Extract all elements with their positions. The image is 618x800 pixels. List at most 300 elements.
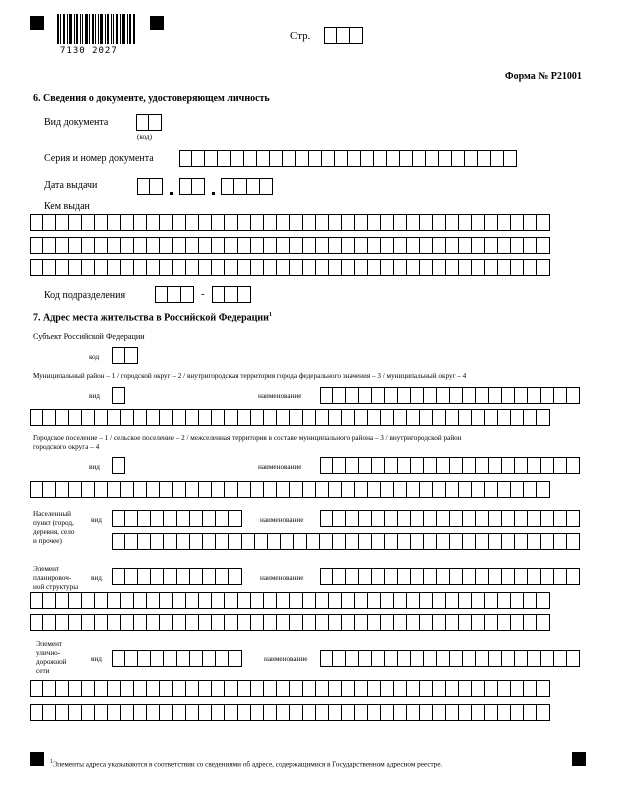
input-cell[interactable] xyxy=(95,680,108,697)
input-cell[interactable] xyxy=(112,533,125,550)
input-cell[interactable] xyxy=(372,650,385,667)
input-cell[interactable] xyxy=(398,650,411,667)
input-cell[interactable] xyxy=(498,614,511,631)
division-code-part-2[interactable] xyxy=(212,286,251,303)
input-cell[interactable] xyxy=(238,214,251,231)
input-cell[interactable] xyxy=(43,481,56,498)
input-cell[interactable] xyxy=(361,150,374,167)
settlement-name-row-1[interactable] xyxy=(320,457,580,474)
input-cell[interactable] xyxy=(433,592,446,609)
input-cell[interactable] xyxy=(43,592,56,609)
input-cell[interactable] xyxy=(374,150,387,167)
input-cell[interactable] xyxy=(179,178,192,195)
input-cell[interactable] xyxy=(537,409,550,426)
input-cell[interactable] xyxy=(112,387,125,404)
input-cell[interactable] xyxy=(95,214,108,231)
input-cell[interactable] xyxy=(160,481,173,498)
input-cell[interactable] xyxy=(459,214,472,231)
input-cell[interactable] xyxy=(164,533,177,550)
input-cell[interactable] xyxy=(433,481,446,498)
input-cell[interactable] xyxy=(463,650,476,667)
input-cell[interactable] xyxy=(95,259,108,276)
input-cell[interactable] xyxy=(554,568,567,585)
input-cell[interactable] xyxy=(277,409,290,426)
input-cell[interactable] xyxy=(465,150,478,167)
input-cell[interactable] xyxy=(43,409,56,426)
input-cell[interactable] xyxy=(212,214,225,231)
input-cell[interactable] xyxy=(43,214,56,231)
input-cell[interactable] xyxy=(472,214,485,231)
input-cell[interactable] xyxy=(95,237,108,254)
input-cell[interactable] xyxy=(459,237,472,254)
input-cell[interactable] xyxy=(372,533,385,550)
municipal-type-field[interactable] xyxy=(112,387,125,404)
input-cell[interactable] xyxy=(238,614,251,631)
input-cell[interactable] xyxy=(199,214,212,231)
input-cell[interactable] xyxy=(567,533,580,550)
input-cell[interactable] xyxy=(511,592,524,609)
input-cell[interactable] xyxy=(177,568,190,585)
input-cell[interactable] xyxy=(498,259,511,276)
input-cell[interactable] xyxy=(459,259,472,276)
input-cell[interactable] xyxy=(329,259,342,276)
input-cell[interactable] xyxy=(30,680,43,697)
input-cell[interactable] xyxy=(381,237,394,254)
input-cell[interactable] xyxy=(320,568,333,585)
input-cell[interactable] xyxy=(212,259,225,276)
input-cell[interactable] xyxy=(400,150,413,167)
input-cell[interactable] xyxy=(108,680,121,697)
input-cell[interactable] xyxy=(420,237,433,254)
input-cell[interactable] xyxy=(407,237,420,254)
input-cell[interactable] xyxy=(251,237,264,254)
input-cell[interactable] xyxy=(489,533,502,550)
input-cell[interactable] xyxy=(502,387,515,404)
input-cell[interactable] xyxy=(359,387,372,404)
input-cell[interactable] xyxy=(329,680,342,697)
input-cell[interactable] xyxy=(381,259,394,276)
input-cell[interactable] xyxy=(225,680,238,697)
input-cell[interactable] xyxy=(212,237,225,254)
input-cell[interactable] xyxy=(359,568,372,585)
input-cell[interactable] xyxy=(381,214,394,231)
input-cell[interactable] xyxy=(251,680,264,697)
input-cell[interactable] xyxy=(424,568,437,585)
input-cell[interactable] xyxy=(333,533,346,550)
input-cell[interactable] xyxy=(56,592,69,609)
input-cell[interactable] xyxy=(203,568,216,585)
input-cell[interactable] xyxy=(138,568,151,585)
input-cell[interactable] xyxy=(355,614,368,631)
input-cell[interactable] xyxy=(147,614,160,631)
input-cell[interactable] xyxy=(498,680,511,697)
input-cell[interactable] xyxy=(203,650,216,667)
input-cell[interactable] xyxy=(472,481,485,498)
input-cell[interactable] xyxy=(277,214,290,231)
input-cell[interactable] xyxy=(485,237,498,254)
input-cell[interactable] xyxy=(437,650,450,667)
input-cell[interactable] xyxy=(190,510,203,527)
input-cell[interactable] xyxy=(511,614,524,631)
input-cell[interactable] xyxy=(316,614,329,631)
input-cell[interactable] xyxy=(160,409,173,426)
input-cell[interactable] xyxy=(69,237,82,254)
input-cell[interactable] xyxy=(485,481,498,498)
input-cell[interactable] xyxy=(173,592,186,609)
input-cell[interactable] xyxy=(348,150,361,167)
input-cell[interactable] xyxy=(439,150,452,167)
input-cell[interactable] xyxy=(225,614,238,631)
input-cell[interactable] xyxy=(524,592,537,609)
input-cell[interactable] xyxy=(134,214,147,231)
input-cell[interactable] xyxy=(69,680,82,697)
page-number-field[interactable] xyxy=(324,27,363,44)
input-cell[interactable] xyxy=(251,214,264,231)
input-cell[interactable] xyxy=(255,533,268,550)
input-cell[interactable] xyxy=(502,533,515,550)
input-cell[interactable] xyxy=(173,259,186,276)
input-cell[interactable] xyxy=(290,481,303,498)
input-cell[interactable] xyxy=(134,680,147,697)
input-cell[interactable] xyxy=(485,592,498,609)
input-cell[interactable] xyxy=(186,481,199,498)
input-cell[interactable] xyxy=(372,457,385,474)
input-cell[interactable] xyxy=(30,704,43,721)
input-cell[interactable] xyxy=(554,533,567,550)
input-cell[interactable] xyxy=(134,259,147,276)
input-cell[interactable] xyxy=(333,650,346,667)
input-cell[interactable] xyxy=(524,237,537,254)
input-cell[interactable] xyxy=(69,704,82,721)
input-cell[interactable] xyxy=(277,614,290,631)
input-cell[interactable] xyxy=(346,650,359,667)
input-cell[interactable] xyxy=(463,533,476,550)
input-cell[interactable] xyxy=(407,614,420,631)
input-cell[interactable] xyxy=(30,614,43,631)
locality-name-row-1[interactable] xyxy=(320,510,580,527)
input-cell[interactable] xyxy=(398,568,411,585)
input-cell[interactable] xyxy=(199,259,212,276)
input-cell[interactable] xyxy=(411,457,424,474)
input-cell[interactable] xyxy=(485,214,498,231)
input-cell[interactable] xyxy=(394,592,407,609)
input-cell[interactable] xyxy=(476,650,489,667)
input-cell[interactable] xyxy=(485,409,498,426)
input-cell[interactable] xyxy=(160,614,173,631)
input-cell[interactable] xyxy=(515,650,528,667)
input-cell[interactable] xyxy=(411,387,424,404)
input-cell[interactable] xyxy=(463,510,476,527)
input-cell[interactable] xyxy=(420,704,433,721)
input-cell[interactable] xyxy=(342,680,355,697)
input-cell[interactable] xyxy=(368,237,381,254)
input-cell[interactable] xyxy=(238,481,251,498)
street-name-row-3[interactable] xyxy=(30,704,550,721)
input-cell[interactable] xyxy=(346,510,359,527)
input-cell[interactable] xyxy=(30,214,43,231)
input-cell[interactable] xyxy=(407,481,420,498)
input-cell[interactable] xyxy=(149,114,162,131)
input-cell[interactable] xyxy=(190,533,203,550)
input-cell[interactable] xyxy=(385,568,398,585)
input-cell[interactable] xyxy=(437,568,450,585)
input-cell[interactable] xyxy=(485,680,498,697)
input-cell[interactable] xyxy=(290,614,303,631)
input-cell[interactable] xyxy=(424,510,437,527)
input-cell[interactable] xyxy=(95,481,108,498)
input-cell[interactable] xyxy=(82,214,95,231)
input-cell[interactable] xyxy=(528,650,541,667)
input-cell[interactable] xyxy=(394,409,407,426)
planning-name-row-2[interactable] xyxy=(30,592,550,609)
input-cell[interactable] xyxy=(95,704,108,721)
input-cell[interactable] xyxy=(394,614,407,631)
input-cell[interactable] xyxy=(108,704,121,721)
input-cell[interactable] xyxy=(446,214,459,231)
input-cell[interactable] xyxy=(511,680,524,697)
input-cell[interactable] xyxy=(541,457,554,474)
input-cell[interactable] xyxy=(244,150,257,167)
input-cell[interactable] xyxy=(346,387,359,404)
input-cell[interactable] xyxy=(218,150,231,167)
input-cell[interactable] xyxy=(264,680,277,697)
input-cell[interactable] xyxy=(121,259,134,276)
input-cell[interactable] xyxy=(125,347,138,364)
input-cell[interactable] xyxy=(30,481,43,498)
input-cell[interactable] xyxy=(30,259,43,276)
division-code-part-1[interactable] xyxy=(155,286,194,303)
input-cell[interactable] xyxy=(164,510,177,527)
input-cell[interactable] xyxy=(316,592,329,609)
input-cell[interactable] xyxy=(459,614,472,631)
input-cell[interactable] xyxy=(151,650,164,667)
street-type-field[interactable] xyxy=(112,650,242,667)
input-cell[interactable] xyxy=(398,510,411,527)
input-cell[interactable] xyxy=(160,592,173,609)
input-cell[interactable] xyxy=(212,286,225,303)
input-cell[interactable] xyxy=(125,650,138,667)
input-cell[interactable] xyxy=(355,592,368,609)
input-cell[interactable] xyxy=(69,592,82,609)
input-cell[interactable] xyxy=(446,409,459,426)
input-cell[interactable] xyxy=(355,259,368,276)
input-cell[interactable] xyxy=(385,533,398,550)
input-cell[interactable] xyxy=(147,214,160,231)
input-cell[interactable] xyxy=(108,409,121,426)
input-cell[interactable] xyxy=(225,259,238,276)
input-cell[interactable] xyxy=(108,481,121,498)
input-cell[interactable] xyxy=(260,178,273,195)
input-cell[interactable] xyxy=(290,704,303,721)
input-cell[interactable] xyxy=(491,150,504,167)
input-cell[interactable] xyxy=(342,614,355,631)
input-cell[interactable] xyxy=(498,409,511,426)
input-cell[interactable] xyxy=(511,704,524,721)
input-cell[interactable] xyxy=(160,680,173,697)
input-cell[interactable] xyxy=(112,650,125,667)
input-cell[interactable] xyxy=(426,150,439,167)
input-cell[interactable] xyxy=(446,592,459,609)
input-cell[interactable] xyxy=(121,592,134,609)
input-cell[interactable] xyxy=(229,650,242,667)
input-cell[interactable] xyxy=(290,214,303,231)
input-cell[interactable] xyxy=(437,387,450,404)
input-cell[interactable] xyxy=(186,614,199,631)
input-cell[interactable] xyxy=(537,259,550,276)
input-cell[interactable] xyxy=(112,347,125,364)
input-cell[interactable] xyxy=(407,259,420,276)
input-cell[interactable] xyxy=(385,387,398,404)
input-cell[interactable] xyxy=(303,409,316,426)
input-cell[interactable] xyxy=(489,650,502,667)
input-cell[interactable] xyxy=(173,704,186,721)
planning-name-row-3[interactable] xyxy=(30,614,550,631)
input-cell[interactable] xyxy=(394,680,407,697)
input-cell[interactable] xyxy=(333,457,346,474)
input-cell[interactable] xyxy=(309,150,322,167)
planning-name-row-1[interactable] xyxy=(320,568,580,585)
input-cell[interactable] xyxy=(398,457,411,474)
input-cell[interactable] xyxy=(329,481,342,498)
input-cell[interactable] xyxy=(498,214,511,231)
input-cell[interactable] xyxy=(82,704,95,721)
input-cell[interactable] xyxy=(329,704,342,721)
input-cell[interactable] xyxy=(329,409,342,426)
input-cell[interactable] xyxy=(359,650,372,667)
input-cell[interactable] xyxy=(147,409,160,426)
input-cell[interactable] xyxy=(147,680,160,697)
input-cell[interactable] xyxy=(147,237,160,254)
input-cell[interactable] xyxy=(134,237,147,254)
input-cell[interactable] xyxy=(329,237,342,254)
input-cell[interactable] xyxy=(511,214,524,231)
input-cell[interactable] xyxy=(381,409,394,426)
input-cell[interactable] xyxy=(264,409,277,426)
input-cell[interactable] xyxy=(108,214,121,231)
input-cell[interactable] xyxy=(290,680,303,697)
input-cell[interactable] xyxy=(225,237,238,254)
input-cell[interactable] xyxy=(69,214,82,231)
input-cell[interactable] xyxy=(112,568,125,585)
input-cell[interactable] xyxy=(229,533,242,550)
input-cell[interactable] xyxy=(251,409,264,426)
input-cell[interactable] xyxy=(355,214,368,231)
input-cell[interactable] xyxy=(121,481,134,498)
input-cell[interactable] xyxy=(121,614,134,631)
input-cell[interactable] xyxy=(437,457,450,474)
input-cell[interactable] xyxy=(411,533,424,550)
input-cell[interactable] xyxy=(137,178,150,195)
input-cell[interactable] xyxy=(355,409,368,426)
input-cell[interactable] xyxy=(424,457,437,474)
input-cell[interactable] xyxy=(56,237,69,254)
issued-by-row-1[interactable] xyxy=(30,214,550,231)
input-cell[interactable] xyxy=(541,568,554,585)
input-cell[interactable] xyxy=(541,387,554,404)
municipal-name-row-1[interactable] xyxy=(320,387,580,404)
locality-type-field[interactable] xyxy=(112,510,242,527)
input-cell[interactable] xyxy=(450,510,463,527)
input-cell[interactable] xyxy=(251,704,264,721)
input-cell[interactable] xyxy=(238,409,251,426)
input-cell[interactable] xyxy=(472,592,485,609)
input-cell[interactable] xyxy=(498,481,511,498)
input-cell[interactable] xyxy=(511,237,524,254)
input-cell[interactable] xyxy=(147,704,160,721)
input-cell[interactable] xyxy=(413,150,426,167)
input-cell[interactable] xyxy=(320,387,333,404)
input-cell[interactable] xyxy=(225,592,238,609)
input-cell[interactable] xyxy=(524,704,537,721)
input-cell[interactable] xyxy=(251,481,264,498)
input-cell[interactable] xyxy=(56,481,69,498)
input-cell[interactable] xyxy=(190,568,203,585)
input-cell[interactable] xyxy=(342,259,355,276)
input-cell[interactable] xyxy=(290,237,303,254)
input-cell[interactable] xyxy=(212,409,225,426)
input-cell[interactable] xyxy=(30,409,43,426)
input-cell[interactable] xyxy=(264,237,277,254)
input-cell[interactable] xyxy=(398,387,411,404)
input-cell[interactable] xyxy=(528,533,541,550)
input-cell[interactable] xyxy=(368,259,381,276)
input-cell[interactable] xyxy=(381,614,394,631)
input-cell[interactable] xyxy=(186,409,199,426)
input-cell[interactable] xyxy=(528,457,541,474)
input-cell[interactable] xyxy=(485,259,498,276)
input-cell[interactable] xyxy=(242,533,255,550)
input-cell[interactable] xyxy=(160,259,173,276)
input-cell[interactable] xyxy=(177,533,190,550)
input-cell[interactable] xyxy=(212,704,225,721)
input-cell[interactable] xyxy=(69,259,82,276)
input-cell[interactable] xyxy=(359,510,372,527)
input-cell[interactable] xyxy=(56,704,69,721)
input-cell[interactable] xyxy=(329,592,342,609)
input-cell[interactable] xyxy=(173,680,186,697)
input-cell[interactable] xyxy=(160,214,173,231)
input-cell[interactable] xyxy=(147,259,160,276)
input-cell[interactable] xyxy=(355,237,368,254)
input-cell[interactable] xyxy=(359,457,372,474)
input-cell[interactable] xyxy=(303,592,316,609)
input-cell[interactable] xyxy=(355,481,368,498)
input-cell[interactable] xyxy=(150,178,163,195)
input-cell[interactable] xyxy=(108,259,121,276)
input-cell[interactable] xyxy=(216,533,229,550)
input-cell[interactable] xyxy=(446,704,459,721)
input-cell[interactable] xyxy=(420,409,433,426)
input-cell[interactable] xyxy=(511,409,524,426)
input-cell[interactable] xyxy=(463,457,476,474)
input-cell[interactable] xyxy=(420,259,433,276)
input-cell[interactable] xyxy=(277,592,290,609)
input-cell[interactable] xyxy=(472,704,485,721)
input-cell[interactable] xyxy=(290,259,303,276)
input-cell[interactable] xyxy=(238,286,251,303)
input-cell[interactable] xyxy=(186,237,199,254)
input-cell[interactable] xyxy=(82,614,95,631)
input-cell[interactable] xyxy=(264,259,277,276)
input-cell[interactable] xyxy=(537,237,550,254)
input-cell[interactable] xyxy=(385,650,398,667)
input-cell[interactable] xyxy=(333,510,346,527)
input-cell[interactable] xyxy=(368,704,381,721)
input-cell[interactable] xyxy=(385,457,398,474)
municipal-name-row-2[interactable] xyxy=(30,409,550,426)
input-cell[interactable] xyxy=(424,387,437,404)
input-cell[interactable] xyxy=(229,510,242,527)
